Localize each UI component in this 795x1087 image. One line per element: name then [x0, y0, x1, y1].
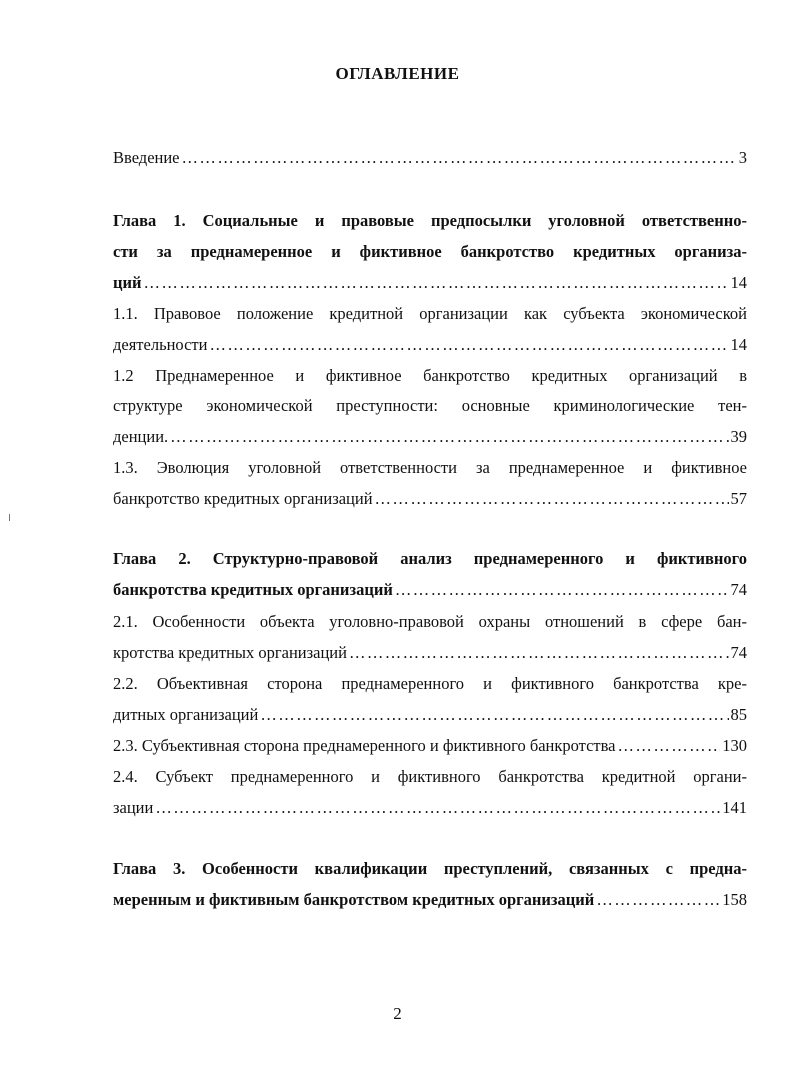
leader-dots [209, 333, 728, 357]
toc-entry-label: 2.3. Субъективная сторона преднамеренного и фиктивного банкротства [113, 736, 616, 755]
toc-section-1-3-line-1[interactable]: 1.3. Эволюция уголовной ответственности за преднамеренное и фиктивное [113, 458, 747, 477]
toc-page-number: 3 [738, 148, 747, 167]
toc-entry-label: меренным и фиктивным банкротством кредитных организаций [113, 890, 595, 909]
toc-section-1-2-line-3[interactable] [113, 425, 747, 449]
leader-dots [182, 146, 737, 170]
leader-dots [144, 271, 729, 295]
toc-chapter-3-line-1[interactable]: Глава 3. Особенности квалификации преступлений, связанных с предна- [113, 859, 747, 878]
toc-page-number: 141 [722, 798, 747, 817]
toc-page-number: 74 [730, 580, 747, 599]
toc-page-number: 130 [722, 736, 747, 755]
toc-entry-label: кротства кредитных организаций [113, 643, 347, 662]
toc-title: ОГЛАВЛЕНИЕ [335, 64, 460, 83]
leader-dots [596, 888, 720, 912]
toc-section-2-3[interactable] [113, 734, 747, 758]
toc-entry-label: Введение [113, 148, 180, 167]
toc-page-number: 158 [722, 890, 747, 909]
page-number: 2 [393, 1004, 402, 1023]
toc-chapter-3-line-2[interactable] [113, 888, 747, 912]
leader-dots [349, 641, 729, 665]
toc-section-2-1-line-1[interactable]: 2.1. Особенности объекта уголовно-правовой охраны отношений в сфере бан- [113, 612, 747, 631]
toc-section-2-2-line-2[interactable] [113, 703, 747, 727]
toc-page-number: 74 [730, 643, 747, 662]
toc-entry-label: банкротства кредитных организаций [113, 580, 393, 599]
toc-entry-label: денции. [113, 427, 169, 446]
toc-section-1-1-line-1[interactable]: 1.1. Правовое положение кредитной организации как субъекта экономической [113, 304, 747, 323]
toc-page-number: 57 [730, 489, 747, 508]
toc-section-1-1-line-2[interactable] [113, 333, 747, 357]
toc-section-2-4-line-1[interactable]: 2.4. Субъект преднамеренного и фиктивного банкротства кредитной органи- [113, 767, 747, 786]
toc-chapter-1-line-3[interactable] [113, 271, 747, 295]
toc-chapter-2-line-2[interactable] [113, 578, 747, 602]
toc-entry-intro[interactable] [113, 146, 747, 170]
toc-section-1-2-line-2[interactable]: структуре экономической преступности: основные криминологические тен- [113, 396, 747, 415]
leader-dots [618, 734, 721, 758]
toc-page-number: 14 [730, 335, 747, 354]
toc-page-number: 14 [730, 273, 747, 292]
toc-chapter-2-line-1[interactable]: Глава 2. Структурно-правовой анализ преднамеренного и фиктивного [113, 549, 747, 568]
scan-artifact [9, 514, 10, 521]
toc-section-1-3-line-2[interactable] [113, 487, 747, 511]
leader-dots [155, 796, 720, 820]
leader-dots [375, 487, 729, 511]
toc-page-number: 39 [730, 427, 747, 446]
leader-dots [395, 578, 729, 602]
toc-entry-label: ций [113, 273, 142, 292]
toc-section-1-2-line-1[interactable]: 1.2 Преднамеренное и фиктивное банкротство кредитных организаций в [113, 366, 747, 385]
toc-page-number: 85 [730, 705, 747, 724]
toc-chapter-1-line-2[interactable]: сти за преднамеренное и фиктивное банкротство кредитных организа- [113, 242, 747, 261]
leader-dots [260, 703, 728, 727]
toc-chapter-1-line-1[interactable]: Глава 1. Социальные и правовые предпосылки уголовной ответственно- [113, 211, 747, 230]
toc-entry-label: деятельности [113, 335, 208, 354]
toc-entry-label: банкротство кредитных организаций [113, 489, 373, 508]
toc-entry-label: дитных организаций [113, 705, 259, 724]
toc-section-2-1-line-2[interactable] [113, 641, 747, 665]
toc-section-2-4-line-2[interactable] [113, 796, 747, 820]
toc-entry-label: зации [113, 798, 154, 817]
toc-section-2-2-line-1[interactable]: 2.2. Объективная сторона преднамеренного и фиктивного банкротства кре- [113, 674, 747, 693]
leader-dots [170, 425, 728, 449]
